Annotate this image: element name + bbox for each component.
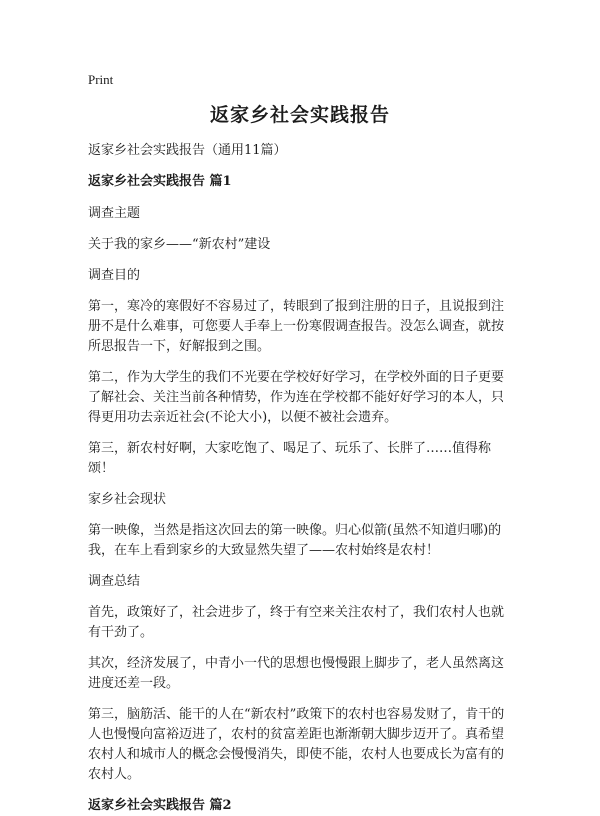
status-label: 家乡社会现状 bbox=[88, 492, 167, 507]
purpose-label: 调查目的 bbox=[88, 268, 141, 283]
summary-label: 调查总结 bbox=[88, 574, 141, 589]
purpose-paragraph-1: 第一，寒冷的寒假好不容易过了，转眼到了报到注册的日子，且说报到注册不是什么难事，可您要人手奉上一份寒假调查报告。没怎么调查，就按所思报告一下，好解报到之围。 bbox=[88, 299, 505, 354]
document-subtitle: 返家乡社会实践报告（通用11篇） bbox=[88, 143, 287, 158]
status-paragraph-1: 第一映像，当然是指这次回去的第一映像。归心似箭(虽然不知道归哪)的我，在车上看到家乡的大致显然失望了——农村始终是农村！ bbox=[88, 523, 502, 558]
section-heading-2: 返家乡社会实践报告 篇2 bbox=[88, 798, 232, 813]
summary-paragraph-2: 其次，经济发展了，中青小一代的思想也慢慢跟上脚步了，老人虽然离这进度还差一段。 bbox=[88, 656, 505, 691]
document-title: 返家乡社会实践报告 bbox=[209, 104, 390, 126]
print-label: Print bbox=[88, 72, 114, 87]
section-heading-1: 返家乡社会实践报告 篇1 bbox=[88, 174, 232, 189]
topic-label: 调查主题 bbox=[88, 206, 141, 221]
purpose-paragraph-2: 第二，作为大学生的我们不光要在学校好好学习，在学校外面的日子更要了解社会、关注当前各种情势，作为连在学校都不能好好学习的本人，只得更用功去亲近社会(不论大小)，以便不被社会遗弃。 bbox=[88, 370, 505, 425]
summary-paragraph-3: 第三，脑筋活、能干的人在“新农村”政策下的农村也容易发财了，肯干的人也慢慢向富裕迈进了，农村的贫富差距也渐渐朝大脚步迈开了。真希望农村人和城市人的概念会慢慢消失，即使不能，农村人也要成长为富有的农村人。 bbox=[88, 707, 505, 782]
summary-paragraph-1: 首先，政策好了，社会进步了，终于有空来关注农村了，我们农村人也就有干劲了。 bbox=[88, 605, 505, 640]
topic-text: 关于我的家乡——“新农村”建设 bbox=[88, 237, 271, 252]
purpose-paragraph-3: 第三，新农村好啊，大家吃饱了、喝足了、玩乐了、长胖了……值得称颂！ bbox=[88, 441, 492, 476]
